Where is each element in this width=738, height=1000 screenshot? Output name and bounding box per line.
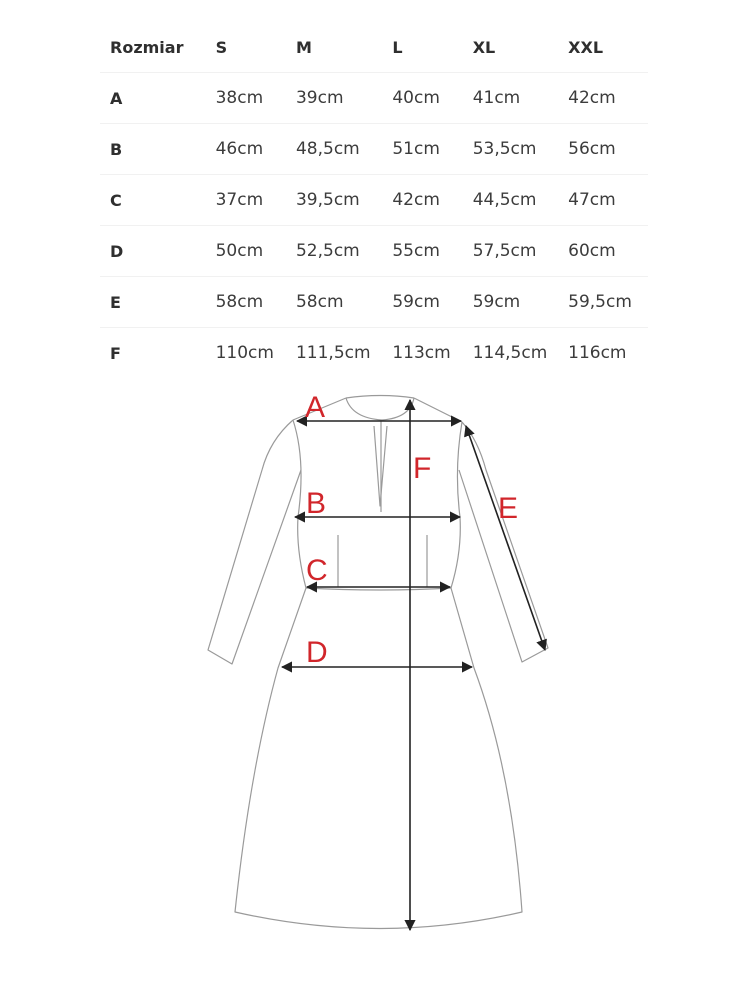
label-e: E [498, 492, 519, 525]
table-cell: 59cm [473, 277, 568, 328]
table-cell: 42cm [392, 175, 472, 226]
table-cell: 47cm [568, 175, 648, 226]
table-cell: 41cm [473, 73, 568, 124]
table-header-row [100, 22, 648, 73]
table-cell: 53,5cm [473, 124, 568, 175]
table-cell: 56cm [568, 124, 648, 175]
dress-measurement-diagram [0, 380, 738, 1000]
row-label: D [100, 226, 216, 277]
table-row [100, 73, 648, 124]
measure-e-line [466, 426, 545, 650]
table-cell: 39,5cm [296, 175, 392, 226]
table-cell: 44,5cm [473, 175, 568, 226]
table-cell: 46cm [216, 124, 296, 175]
table-cell: 59,5cm [568, 277, 648, 328]
row-label: A [100, 73, 216, 124]
table-cell: 111,5cm [295, 343, 371, 363]
size-table [100, 22, 648, 378]
table-cell: 48,5cm [296, 124, 392, 175]
table-cell: 40cm [392, 73, 472, 124]
table-cell: 37cm [216, 175, 296, 226]
label-c: C [306, 554, 328, 587]
table-row [100, 226, 648, 277]
table-cell: 59cm [392, 277, 472, 328]
table-cell: 38cm [216, 73, 296, 124]
table-row [100, 175, 648, 226]
table-cell: 42cm [568, 73, 648, 124]
table-cell: 116cm [568, 343, 627, 363]
table-row [100, 328, 648, 379]
row-label: E [100, 277, 216, 328]
table-cell: 55cm [392, 226, 472, 277]
row-label: B [100, 124, 216, 175]
header-xl: XL [473, 22, 568, 73]
label-d: D [306, 636, 328, 669]
table-row [100, 277, 648, 328]
table-cell: 114,5cm [472, 343, 548, 363]
header-xxl: XXL [568, 22, 648, 73]
header-m: M [296, 22, 392, 73]
header-size: Rozmiar [100, 22, 216, 73]
label-a: A [305, 391, 326, 424]
row-label: C [100, 175, 216, 226]
label-b: B [306, 487, 327, 520]
table-cell: 58cm [296, 277, 392, 328]
table-cell: 113cm [392, 343, 451, 363]
table-cell: 51cm [392, 124, 472, 175]
table-cell: 58cm [216, 277, 296, 328]
label-f: F [413, 452, 432, 485]
header-l: L [392, 22, 472, 73]
dress-outline [208, 396, 548, 929]
table-cell: 39cm [296, 73, 392, 124]
table-row [100, 124, 648, 175]
table-cell: 50cm [216, 226, 296, 277]
table-cell: 110cm [215, 343, 274, 363]
header-s: S [216, 22, 296, 73]
measurement-labels [305, 391, 518, 669]
table-cell: 52,5cm [296, 226, 392, 277]
row-label: F [110, 343, 121, 363]
table-cell: 57,5cm [473, 226, 568, 277]
table-cell: 60cm [568, 226, 648, 277]
